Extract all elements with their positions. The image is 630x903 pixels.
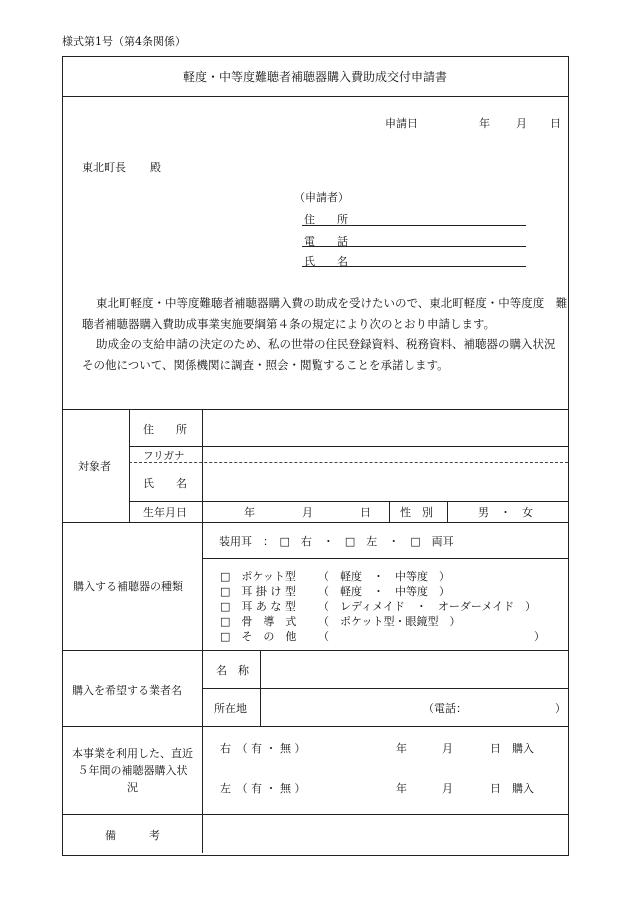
option-behind-ear[interactable]: □ 耳 掛 け 型 <box>220 585 296 598</box>
vendor-phone-label: （電話： <box>423 702 467 715</box>
subject-birthdate-label: 生年月日 <box>143 506 187 519</box>
subject-address-field[interactable] <box>203 410 567 445</box>
history-left-day: 日 購入 <box>490 782 534 795</box>
vendor-address-field[interactable] <box>261 689 411 725</box>
paragraph-line-1: 東北町軽度・中等度難聴者補聴器購入費の助成を受けたいので、東北町軽度・中等度度 難 <box>96 296 568 310</box>
option-other-close: ） <box>534 630 545 643</box>
form-title: 軽度・中等度難聴者補聴器購入費助成交付申請書 <box>182 70 447 84</box>
subject-name-label: 氏 名 <box>143 477 187 490</box>
form-number: 様式第1号（第4条関係） <box>62 35 186 48</box>
applicant-phone-label: 電 話 <box>304 235 348 248</box>
vendor-name-field[interactable] <box>261 651 567 687</box>
ear-selection[interactable]: 装用耳 ： □ 右 ・ □ 左 ・ □ 両耳 <box>219 535 454 548</box>
applicant-address-field[interactable] <box>302 225 526 226</box>
vendor-phone-close: ） <box>555 702 566 715</box>
applicant-name-label: 氏 名 <box>304 255 348 268</box>
history-label-line-3: 況 <box>127 781 138 794</box>
history-left-label[interactable]: 左 （ 有 ・ 無 ） <box>220 782 306 795</box>
option-bone-conduction[interactable]: □ 骨 導 式 <box>220 615 297 628</box>
applicant-name-field[interactable] <box>302 266 526 267</box>
applicant-address-label: 住 所 <box>304 213 348 226</box>
subject-name-field[interactable] <box>203 463 567 500</box>
history-left-year: 年 <box>396 782 407 795</box>
application-month-label: 月 <box>516 117 527 130</box>
option-behind-ear-detail: （ 軽度 ・ 中等度 ） <box>318 585 450 598</box>
option-pocket[interactable]: □ ポケット型 <box>220 570 296 583</box>
vendor-section-label: 購入を希望する業者名 <box>72 684 182 697</box>
addressee: 東北町長 <box>82 161 126 174</box>
sex-options[interactable]: 男 ・ 女 <box>478 506 533 519</box>
option-other-open: （ <box>318 630 329 643</box>
paragraph-line-2: 聴者補聴器購入費助成事業実施要綱第４条の規定により次のとおり申請します。 <box>82 317 496 331</box>
remarks-label: 備 考 <box>105 829 160 842</box>
history-right-month: 月 <box>442 742 453 755</box>
history-right-day: 日 購入 <box>490 742 534 755</box>
history-right-year: 年 <box>396 742 407 755</box>
applicant-heading: （申請者） <box>294 191 349 204</box>
subject-furigana-label: フリガナ <box>143 450 185 462</box>
subject-furigana-field[interactable] <box>203 447 567 461</box>
option-pocket-detail: （ 軽度 ・ 中等度 ） <box>318 570 450 583</box>
remarks-field[interactable] <box>203 815 567 853</box>
hearing-aid-type-label: 購入する補聴器の種類 <box>73 580 183 593</box>
vendor-name-label: 名 称 <box>216 664 249 677</box>
option-in-ear-detail: （ レディメイド ・ オーダーメイド ） <box>318 600 537 613</box>
birth-year-label: 年 <box>244 506 255 519</box>
vendor-address-label: 所在地 <box>214 702 247 715</box>
applicant-phone-field[interactable] <box>302 246 526 247</box>
history-label-line-2: ５年間の補聴器購入状 <box>77 764 188 777</box>
history-right-label[interactable]: 右 （ 有 ・ 無 ） <box>220 742 306 755</box>
paragraph-line-4: その他について、関係機関に調査・照会・閲覧することを承諾します。 <box>82 358 449 372</box>
sex-label: 性 別 <box>400 506 433 519</box>
application-year-label: 年 <box>479 117 490 130</box>
birth-day-label: 日 <box>360 506 371 519</box>
application-date-label: 申請日 <box>385 117 418 130</box>
option-other[interactable]: □ そ の 他 <box>220 630 297 643</box>
history-label-line-1: 本事業を利用した、直近 <box>72 747 193 760</box>
option-in-ear[interactable]: □ 耳 あ な 型 <box>220 600 296 613</box>
application-day-label: 日 <box>550 117 561 130</box>
subject-address-label: 住 所 <box>143 423 187 436</box>
option-bone-conduction-detail: （ ポケット型・眼鏡型 ） <box>318 615 461 628</box>
history-left-month: 月 <box>442 782 453 795</box>
subject-section-label: 対象者 <box>78 460 111 473</box>
honorific: 殿 <box>150 161 161 174</box>
paragraph-line-3: 助成金の支給申請の決定のため、私の世帯の住民登録資料、税務資料、補聴器の購入状況 <box>96 337 556 351</box>
birth-month-label: 月 <box>302 506 313 519</box>
